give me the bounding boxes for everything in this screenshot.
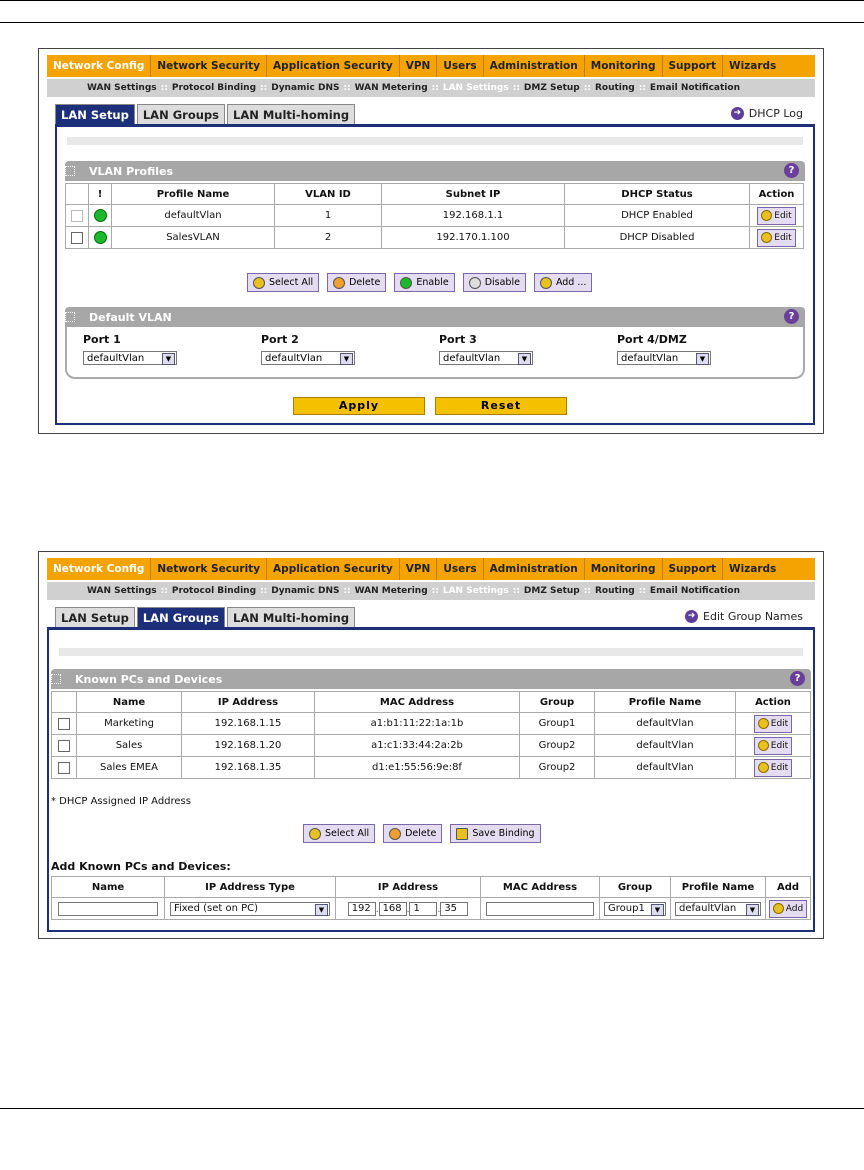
mac-cell: a1:c1:33:44:2a:2b — [315, 735, 520, 757]
save-icon — [456, 828, 468, 840]
subnav-separator: :: — [260, 83, 268, 93]
enable-label: Enable — [416, 277, 449, 288]
col-ip-address: IP Address — [182, 692, 315, 713]
col-select — [52, 692, 77, 713]
group-select[interactable] — [604, 902, 666, 916]
select-all-label: Select All — [325, 828, 370, 839]
help-icon[interactable]: ? — [784, 163, 799, 178]
tab-lan-setup[interactable]: LAN Setup — [55, 607, 135, 627]
nav-users[interactable]: Users — [437, 55, 483, 77]
subnav-separator: :: — [431, 586, 439, 596]
col-add-profile: Profile Name — [671, 877, 766, 898]
edit-label: Edit — [774, 210, 792, 221]
subnav-dynamic-dns[interactable]: Dynamic DNS — [271, 83, 340, 93]
main-nav — [47, 558, 815, 580]
col-add-mac: MAC Address — [481, 877, 600, 898]
grid-icon — [65, 312, 75, 322]
row-checkbox[interactable] — [58, 740, 70, 752]
plus-icon — [773, 903, 784, 914]
add-label: Add ... — [555, 277, 587, 288]
grid-icon — [51, 674, 61, 684]
subnav-separator: :: — [638, 83, 646, 93]
port-1-select[interactable] — [83, 351, 177, 365]
subnet-ip-cell: 192.170.1.100 — [382, 227, 565, 249]
delete-button[interactable] — [327, 273, 386, 292]
chevron-down-icon: ▼ — [315, 904, 328, 916]
name-input[interactable] — [58, 902, 158, 916]
subnav-separator: :: — [583, 586, 591, 596]
dot-separator: . — [375, 904, 379, 915]
edit-button[interactable] — [754, 759, 792, 777]
port-2-select[interactable] — [261, 351, 355, 365]
nav-monitoring[interactable]: Monitoring — [585, 55, 663, 77]
dhcp-assigned-note: * DHCP Assigned IP Address — [51, 796, 191, 807]
pencil-icon — [758, 718, 769, 729]
ip-type-select[interactable] — [170, 902, 330, 916]
nav-network-config[interactable]: Network Config — [47, 558, 151, 580]
known-pcs-title: Known PCs and Devices — [75, 672, 223, 686]
subnav-separator: :: — [160, 586, 168, 596]
subnav-wan-settings[interactable]: WAN Settings — [87, 83, 157, 93]
tab-lan-groups[interactable]: LAN Groups — [137, 104, 225, 124]
nav-application-security[interactable]: Application Security — [267, 55, 400, 77]
ip-cell: 192.168.1.35 — [182, 757, 315, 779]
subnav-separator: :: — [512, 83, 520, 93]
col-action: Action — [750, 184, 804, 205]
port-4-select[interactable] — [617, 351, 711, 365]
help-icon[interactable]: ? — [790, 671, 805, 686]
subnav-protocol-binding[interactable]: Protocol Binding — [171, 83, 257, 93]
group-cell: Group1 — [520, 713, 595, 735]
row-checkbox[interactable] — [71, 232, 83, 244]
edit-label: Edit — [770, 718, 789, 729]
enable-button[interactable] — [394, 273, 454, 292]
add-known-table — [51, 876, 811, 920]
col-group: Group — [520, 692, 595, 713]
dot-separator: . — [437, 904, 441, 915]
ip-octet-4-input[interactable]: 35 — [440, 902, 468, 916]
port-2-value: defaultVlan — [265, 352, 323, 364]
tab-bar — [55, 104, 357, 124]
main-nav — [47, 55, 815, 77]
bottom-rule — [0, 1108, 864, 1109]
tab-lan-multihoming[interactable]: LAN Multi-homing — [227, 607, 355, 627]
col-mac-address: MAC Address — [315, 692, 520, 713]
port-1-value: defaultVlan — [87, 352, 145, 364]
chevron-down-icon: ▼ — [162, 353, 175, 365]
top-rule — [0, 22, 864, 23]
subnav-lan-settings[interactable]: LAN Settings — [442, 586, 509, 596]
subnav-wan-metering[interactable]: WAN Metering — [354, 586, 428, 596]
known-button-row — [303, 824, 541, 843]
subnav-dynamic-dns[interactable]: Dynamic DNS — [271, 586, 340, 596]
chevron-down-icon: ▼ — [696, 353, 709, 365]
sub-nav — [47, 582, 815, 600]
chevron-down-icon: ▼ — [340, 353, 353, 365]
edit-group-names-link[interactable] — [685, 610, 803, 623]
tab-lan-groups[interactable]: LAN Groups — [137, 607, 225, 627]
chevron-down-icon: ▼ — [746, 904, 759, 916]
profile-name-cell: SalesVLAN — [112, 227, 275, 249]
nav-network-config[interactable]: Network Config — [47, 55, 151, 77]
vlan-profiles-title: VLAN Profiles — [89, 164, 174, 178]
profile-cell: defaultVlan — [595, 713, 736, 735]
port-4-value: defaultVlan — [621, 352, 679, 364]
port-3-value: defaultVlan — [443, 352, 501, 364]
add-button[interactable] — [534, 273, 592, 292]
edit-group-names-label: Edit Group Names — [703, 610, 803, 623]
pencil-icon — [758, 740, 769, 751]
col-add-action: Add — [766, 877, 811, 898]
lan-groups-panel — [47, 630, 815, 932]
select-all-button[interactable] — [303, 824, 375, 843]
edit-label: Edit — [774, 232, 792, 243]
group-cell: Group2 — [520, 757, 595, 779]
group-value: Group1 — [608, 902, 645, 914]
grid-icon — [65, 166, 75, 176]
vlan-table — [65, 183, 804, 249]
known-pcs-table — [51, 691, 811, 779]
nav-wizards[interactable]: Wizards — [728, 563, 777, 575]
subnav-separator: :: — [343, 586, 351, 596]
edit-label: Edit — [770, 740, 789, 751]
nav-vpn[interactable]: VPN — [400, 558, 438, 580]
reset-button[interactable]: Reset — [435, 397, 567, 415]
subnav-separator: :: — [638, 586, 646, 596]
table-row — [66, 227, 804, 249]
tab-bar — [55, 607, 357, 627]
default-vlan-header — [65, 307, 805, 327]
edit-label: Edit — [770, 762, 789, 773]
enabled-status-icon — [94, 209, 107, 222]
profile-value: defaultVlan — [679, 902, 737, 914]
subnav-separator: :: — [583, 83, 591, 93]
col-profile-name: Profile Name — [595, 692, 736, 713]
port-1-label: Port 1 — [83, 333, 121, 346]
nav-administration[interactable]: Administration — [484, 55, 585, 77]
gray-dot-icon — [469, 277, 481, 289]
ip-octet-2-input[interactable]: 168 — [379, 902, 407, 916]
add-row — [52, 898, 811, 920]
nav-administration[interactable]: Administration — [484, 558, 585, 580]
subnav-wan-metering[interactable]: WAN Metering — [354, 83, 428, 93]
name-cell: Sales — [77, 735, 182, 757]
chevron-down-icon: ▼ — [651, 904, 664, 916]
green-dot-icon — [400, 277, 412, 289]
vlan-id-cell: 1 — [275, 205, 382, 227]
disable-button[interactable] — [463, 273, 526, 292]
profile-cell: defaultVlan — [595, 757, 736, 779]
select-all-button[interactable] — [247, 273, 319, 292]
col-add-ip: IP Address — [336, 877, 481, 898]
save-binding-button[interactable] — [450, 824, 540, 843]
col-subnet-ip: Subnet IP — [382, 184, 565, 205]
delete-x-icon — [333, 277, 345, 289]
subnav-routing[interactable]: Routing — [594, 586, 635, 596]
table-row — [66, 205, 804, 227]
nav-monitoring[interactable]: Monitoring — [585, 558, 663, 580]
edit-button[interactable] — [754, 715, 792, 733]
add-known-title: Add Known PCs and Devices: — [51, 860, 231, 873]
subnav-separator: :: — [343, 83, 351, 93]
row-checkbox[interactable] — [71, 210, 83, 222]
nav-application-security[interactable]: Application Security — [267, 558, 400, 580]
table-row — [52, 713, 811, 735]
apply-button[interactable]: Apply — [293, 397, 425, 415]
subnav-separator: :: — [431, 83, 439, 93]
nav-vpn[interactable]: VPN — [400, 55, 438, 77]
subnav-email-notification[interactable]: Email Notification — [649, 586, 740, 596]
col-add-name: Name — [52, 877, 165, 898]
port-3-label: Port 3 — [439, 333, 477, 346]
table-row — [52, 757, 811, 779]
mac-input[interactable] — [486, 902, 594, 916]
arrow-right-icon: ➜ — [731, 107, 744, 120]
nav-wizards[interactable]: Wizards — [728, 60, 777, 72]
lan-setup-panel — [55, 127, 815, 425]
delete-label: Delete — [405, 828, 437, 839]
vlan-id-cell: 2 — [275, 227, 382, 249]
select-all-label: Select All — [269, 277, 314, 288]
help-icon[interactable]: ? — [784, 309, 799, 324]
ip-octet-3-input[interactable]: 1 — [409, 902, 437, 916]
ip-octet-1-input[interactable]: 192 — [348, 902, 376, 916]
add-device-label: Add — [785, 903, 804, 914]
row-checkbox[interactable] — [58, 762, 70, 774]
subnav-dmz-setup[interactable]: DMZ Setup — [523, 83, 580, 93]
save-binding-label: Save Binding — [472, 828, 535, 839]
group-cell: Group2 — [520, 735, 595, 757]
disable-label: Disable — [484, 277, 520, 288]
col-status: ! — [89, 184, 112, 205]
nav-support[interactable]: Support — [663, 558, 723, 580]
ip-type-value: Fixed (set on PC) — [174, 902, 259, 914]
port-2-label: Port 2 — [261, 333, 299, 346]
pencil-icon — [761, 232, 772, 243]
col-action: Action — [736, 692, 811, 713]
dhcp-status-cell: DHCP Disabled — [565, 227, 750, 249]
delete-x-icon — [389, 828, 401, 840]
name-cell: Marketing — [77, 713, 182, 735]
subnav-dmz-setup[interactable]: DMZ Setup — [523, 586, 580, 596]
ip-cell: 192.168.1.15 — [182, 713, 315, 735]
edit-button[interactable] — [757, 207, 795, 225]
chevron-down-icon: ▼ — [518, 353, 531, 365]
dhcp-log-link[interactable] — [731, 107, 803, 120]
row-checkbox[interactable] — [58, 718, 70, 730]
mac-cell: d1:e1:55:56:9e:8f — [315, 757, 520, 779]
port-3-select[interactable] — [439, 351, 533, 365]
plus-icon — [540, 277, 552, 289]
subnav-separator: :: — [160, 83, 168, 93]
subnav-separator: :: — [260, 586, 268, 596]
col-add-ip-type: IP Address Type — [165, 877, 336, 898]
delete-label: Delete — [349, 277, 381, 288]
pencil-icon — [758, 762, 769, 773]
top-page-rule — [0, 0, 864, 1]
subnav-separator: :: — [512, 586, 520, 596]
subnet-ip-cell: 192.168.1.1 — [382, 205, 565, 227]
delete-button[interactable] — [383, 824, 442, 843]
edit-button[interactable] — [757, 229, 795, 247]
tab-lan-setup[interactable]: LAN Setup — [55, 104, 135, 124]
gray-band — [59, 648, 803, 656]
name-cell: Sales EMEA — [77, 757, 182, 779]
subnav-wan-settings[interactable]: WAN Settings — [87, 586, 157, 596]
profile-cell: defaultVlan — [595, 735, 736, 757]
dhcp-log-label: DHCP Log — [748, 107, 803, 120]
default-vlan-title: Default VLAN — [89, 310, 172, 324]
subnav-email-notification[interactable]: Email Notification — [649, 83, 740, 93]
pencil-icon — [761, 210, 772, 221]
col-profile-name: Profile Name — [112, 184, 275, 205]
lan-setup-screenshot — [38, 48, 824, 434]
nav-users[interactable]: Users — [437, 558, 483, 580]
table-row — [52, 735, 811, 757]
nav-network-security[interactable]: Network Security — [151, 55, 267, 77]
sub-nav — [47, 79, 815, 97]
known-pcs-header — [51, 669, 811, 689]
port-4-label: Port 4/DMZ — [617, 333, 687, 346]
vlan-button-row — [247, 273, 592, 292]
vlan-profiles-header — [65, 161, 805, 181]
ip-cell: 192.168.1.20 — [182, 735, 315, 757]
subnav-routing[interactable]: Routing — [594, 83, 635, 93]
profile-name-cell: defaultVlan — [112, 205, 275, 227]
subnav-protocol-binding[interactable]: Protocol Binding — [171, 586, 257, 596]
add-device-button[interactable] — [769, 900, 807, 918]
check-icon — [309, 828, 321, 840]
nav-network-security[interactable]: Network Security — [151, 558, 267, 580]
arrow-right-icon: ➜ — [685, 610, 698, 623]
dot-separator: . — [406, 904, 410, 915]
default-vlan-box — [65, 327, 805, 379]
tab-lan-multihoming[interactable]: LAN Multi-homing — [227, 104, 355, 124]
check-icon — [253, 277, 265, 289]
mac-cell: a1:b1:11:22:1a:1b — [315, 713, 520, 735]
gray-band — [67, 137, 803, 145]
profile-select[interactable] — [675, 902, 761, 916]
col-dhcp-status: DHCP Status — [565, 184, 750, 205]
lan-groups-screenshot — [38, 551, 824, 939]
col-add-group: Group — [600, 877, 671, 898]
enabled-status-icon — [94, 231, 107, 244]
col-select — [66, 184, 89, 205]
nav-support[interactable]: Support — [663, 55, 723, 77]
dhcp-status-cell: DHCP Enabled — [565, 205, 750, 227]
col-vlan-id: VLAN ID — [275, 184, 382, 205]
col-name: Name — [77, 692, 182, 713]
edit-button[interactable] — [754, 737, 792, 755]
subnav-lan-settings[interactable]: LAN Settings — [442, 83, 509, 93]
